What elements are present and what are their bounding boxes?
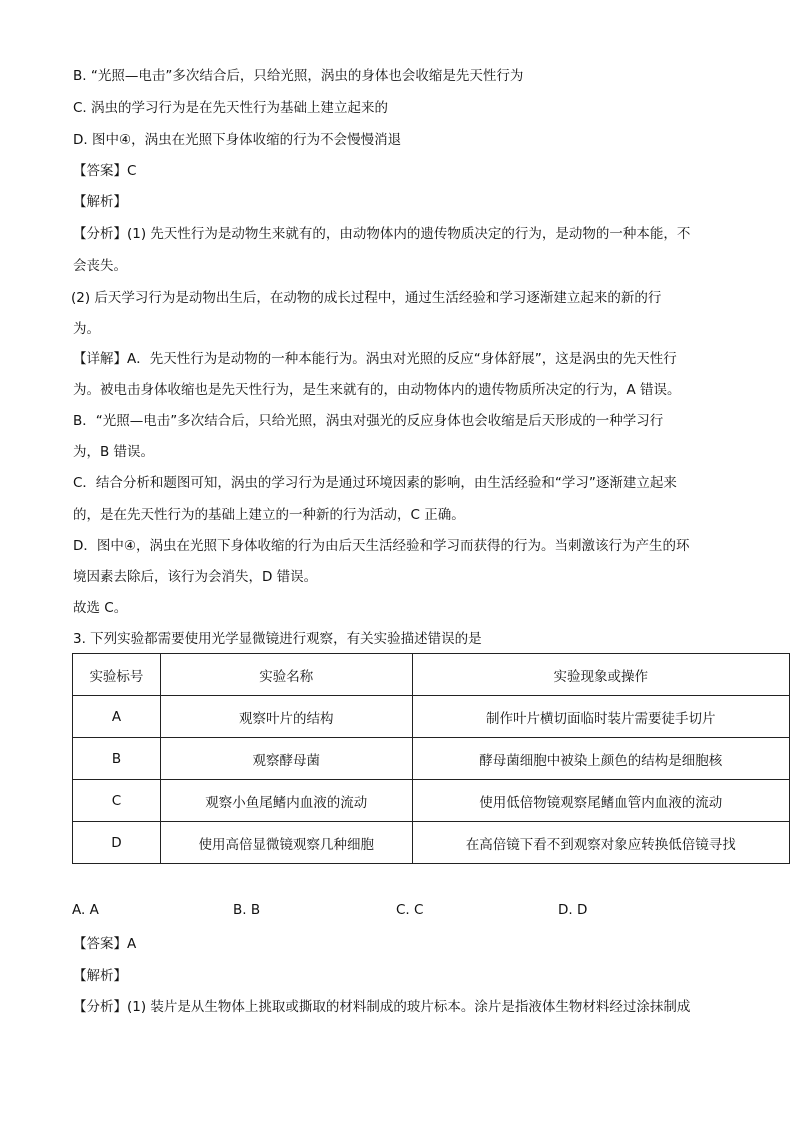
analysis-text-1: 【分析】(1) 先天性行为是动物生来就有的，由动物体内的遗传物质决定的行为，是动物的一种本能，不 xyxy=(73,226,691,242)
table-row xyxy=(73,738,790,780)
analysis-text-3: (2) 后天学习行为是动物出生后，在动物的成长过程中，通过生活经验和学习逐渐建立起来的新的行 xyxy=(71,290,662,306)
table-cell: 在高倍镜下看不到观察对象应转换低倍镜寻找 xyxy=(412,822,789,864)
detail-text-4: 为，B 错误。 xyxy=(73,444,155,460)
analysis-text-4: 为。 xyxy=(73,321,100,337)
table-row xyxy=(73,780,790,822)
table-cell: 酵母菌细胞中被染上颜色的结构是细胞核 xyxy=(412,738,789,780)
table-cell: 使用高倍显微镜观察几种细胞 xyxy=(160,822,412,864)
table-cell: C xyxy=(73,780,161,822)
option-b-text: B. “光照—电击”多次结合后，只给光照，涡虫的身体也会收缩是先天性行为 xyxy=(73,68,524,84)
detail-text-6: 的，是在先天性行为的基础上建立的一种新的行为活动，C 正确。 xyxy=(73,507,465,523)
detail-text-1: 【详解】A．先天性行为是动物的一种本能行为。涡虫对光照的反应“身体舒展”，这是涡虫的先天性行 xyxy=(73,351,677,367)
option-b: B. B xyxy=(233,902,261,918)
table-header: 实验现象或操作 xyxy=(412,654,789,696)
question-3-stem: 3. 下列实验都需要使用光学显微镜进行观察，有关实验描述错误的是 xyxy=(73,631,482,647)
table-cell: B xyxy=(73,738,161,780)
option-d: D. D xyxy=(558,902,588,918)
analysis-label: 【解析】 xyxy=(73,194,127,210)
detail-text-2: 为。被电击身体收缩也是先天性行为，是生来就有的，由动物体内的遗传物质所决定的行为，A 错误。 xyxy=(73,382,681,398)
answer-label-2: 【答案】A xyxy=(73,936,137,952)
answer-options xyxy=(0,902,794,922)
answer-label: 【答案】C xyxy=(73,163,137,179)
analysis-text-2: 会丧失。 xyxy=(73,258,127,274)
table-cell: 观察叶片的结构 xyxy=(160,696,412,738)
detail-text-5: C．结合分析和题图可知，涡虫的学习行为是通过环境因素的影响，由生活经验和“学习”逐渐建立起来 xyxy=(73,475,677,491)
table-header: 实验标号 xyxy=(73,654,161,696)
option-c: C. C xyxy=(396,902,424,918)
table-cell: D xyxy=(73,822,161,864)
table-cell: 观察酵母菌 xyxy=(160,738,412,780)
conclusion-text: 故选 C。 xyxy=(73,600,128,616)
option-c-text: C. 涡虫的学习行为是在先天性行为基础上建立起来的 xyxy=(73,100,389,116)
table-header: 实验名称 xyxy=(160,654,412,696)
table-cell: A xyxy=(73,696,161,738)
option-d-text: D. 图中④，涡虫在光照下身体收缩的行为不会慢慢消退 xyxy=(73,132,402,148)
table-header-row xyxy=(73,654,790,696)
table-cell: 制作叶片横切面临时装片需要徒手切片 xyxy=(412,696,789,738)
analysis-text-5: 【分析】(1) 装片是从生物体上挑取或撕取的材料制成的玻片标本。涂片是指液体生物材料经过涂抹制成 xyxy=(73,999,691,1015)
detail-text-7: D．图中④，涡虫在光照下身体收缩的行为由后天生活经验和学习而获得的行为。当刺激该行为产生的环 xyxy=(73,538,690,554)
table-cell: 使用低倍物镜观察尾鳍血管内血液的流动 xyxy=(412,780,789,822)
analysis-label-2: 【解析】 xyxy=(73,968,127,984)
experiment-table xyxy=(72,653,790,864)
option-a: A. A xyxy=(72,902,99,918)
table-cell: 观察小鱼尾鳍内血液的流动 xyxy=(160,780,412,822)
table-row xyxy=(73,822,790,864)
detail-text-3: B．“光照—电击”多次结合后，只给光照，涡虫对强光的反应身体也会收缩是后天形成的一种学习行 xyxy=(73,413,664,429)
detail-text-8: 境因素去除后，该行为会消失，D 错误。 xyxy=(73,569,318,585)
table-row xyxy=(73,696,790,738)
